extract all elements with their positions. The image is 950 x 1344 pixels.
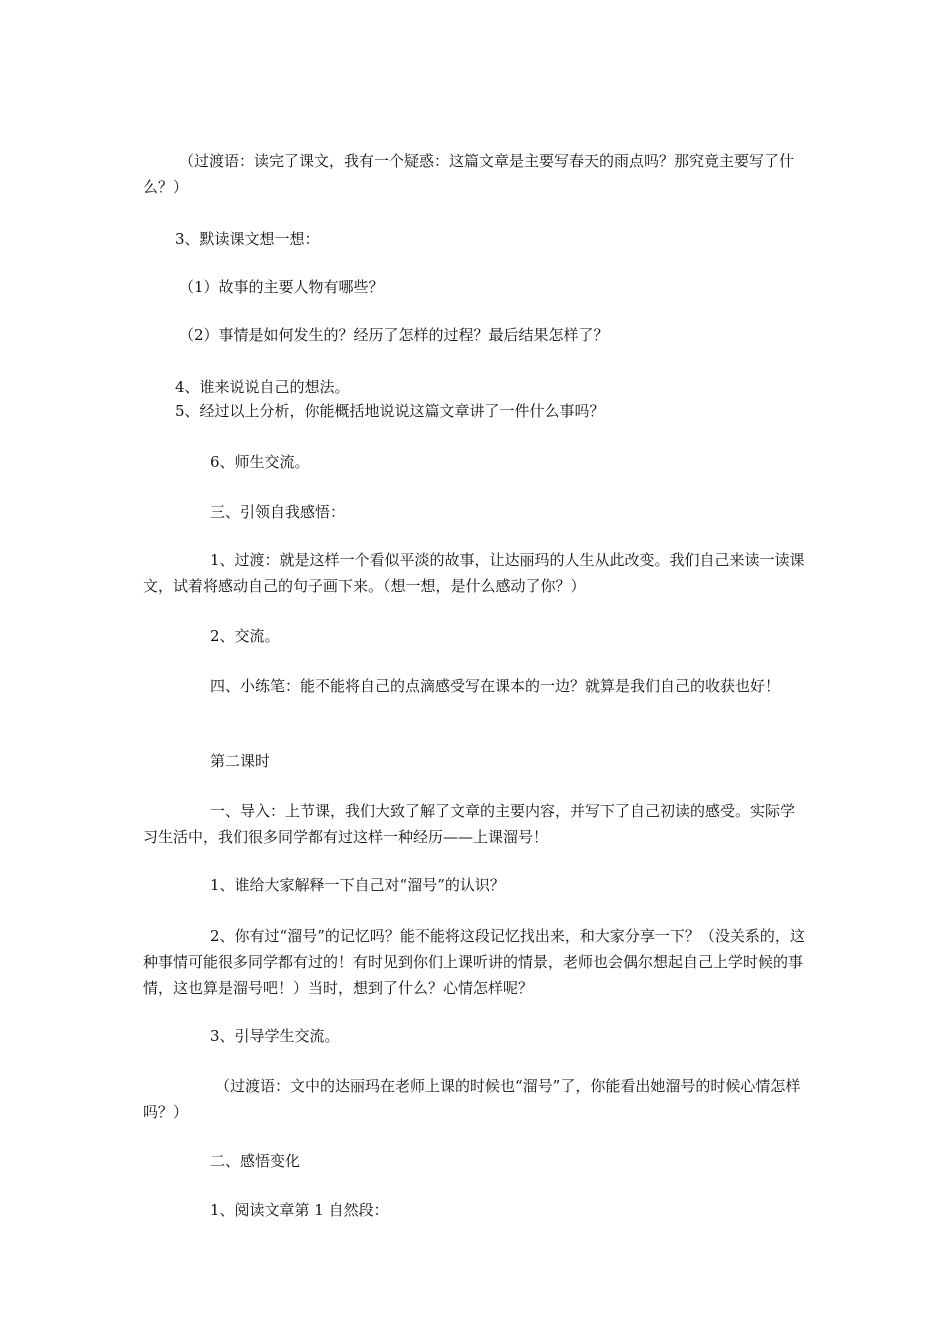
paragraph-question-memory: 2、你有过“溜号”的记忆吗？能不能将这段记忆找出来，和大家分享一下？（没关系的，这种事情可能很多同学都有过的！有时见到你们上课听讲的情景，老师也会偶尔想起自己上学时候的事情，这也算是溜号吧！）当时，想到了什么？心情怎样呢？ — [143, 927, 805, 997]
section-heading-4: 四、小练笔：能不能将自己的点滴感受写在课本的一边？就算是我们自己的收获也好！ — [210, 677, 781, 695]
paragraph-step-6: 6、师生交流。 — [210, 453, 310, 471]
paragraph-guide-exchange: 3、引导学生交流。 — [210, 1027, 340, 1045]
paragraph-step-3: 3、默读课文想一想： — [175, 230, 320, 248]
paragraph-question-1: （1）故事的主要人物有哪些？ — [179, 278, 384, 296]
paragraph-intro: 一、导入：上节课，我们大致了解了文章的主要内容，并写下了自己初读的感受。实际学习生活中，我们很多同学都有过这样一种经历——上课溜号！ — [143, 802, 796, 846]
paragraph-exchange: 2、交流。 — [210, 627, 280, 645]
section-heading-feel: 二、感悟变化 — [210, 1152, 301, 1170]
paragraph-transition-2: 1、过渡：就是这样一个看似平淡的故事，让达丽玛的人生从此改变。我们自己来读一读课文，试着将感动自己的句子画下来。（想一想，是什么感动了你？） — [143, 551, 805, 595]
section-heading-3: 三、引领自我感悟： — [210, 503, 346, 521]
paragraph-transition-1: （过渡语：读完了课文，我有一个疑惑：这篇文章是主要写春天的雨点吗？那究竟主要写了什么？） — [143, 152, 795, 196]
paragraph-transition-3: （过渡语：文中的达丽玛在老师上课的时候也“溜号”了，你能看出她溜号的时候心情怎样吗？） — [143, 1077, 801, 1121]
lesson-heading-2: 第二课时 — [210, 752, 271, 770]
paragraph-read-first: 1、阅读文章第 1 自然段： — [210, 1201, 389, 1219]
paragraph-question-explain: 1、谁给大家解释一下自己对“溜号”的认识？ — [210, 876, 505, 894]
paragraph-question-2: （2）事情是如何发生的？经历了怎样的过程？最后结果怎样了？ — [179, 326, 609, 344]
paragraph-step-4: 4、谁来说说自己的想法。 — [175, 378, 350, 396]
paragraph-step-5: 5、经过以上分析，你能概括地说说这篇文章讲了一件什么事吗？ — [175, 402, 605, 420]
